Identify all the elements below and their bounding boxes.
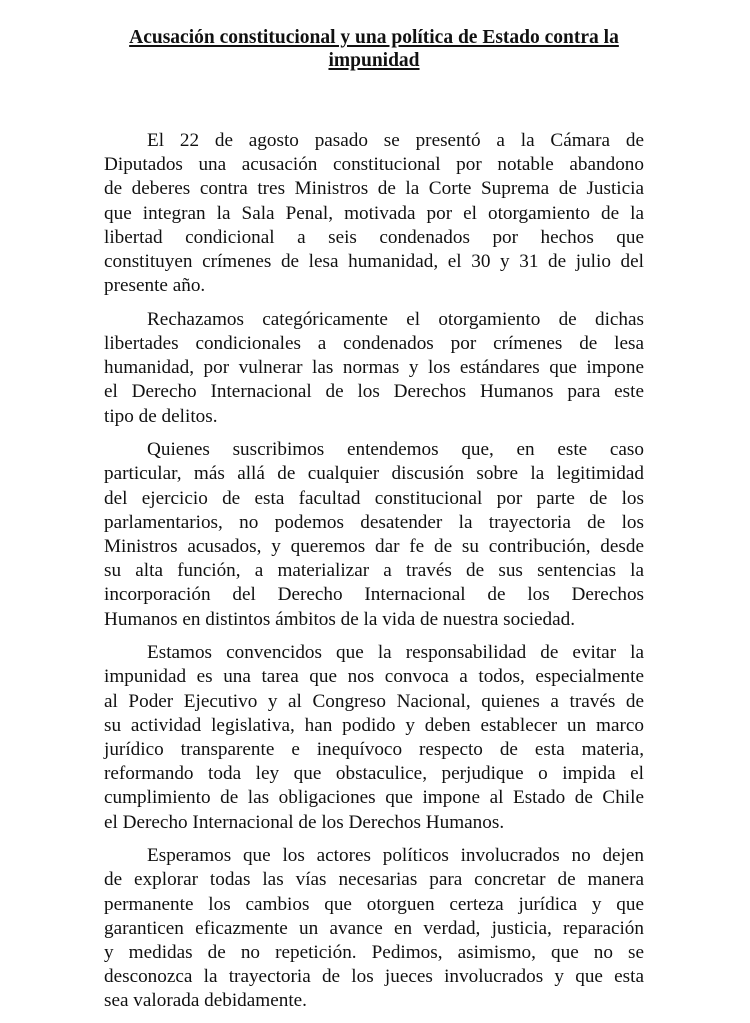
paragraph-line: reformando toda ley que obstaculice, perjudique o impida el	[104, 763, 644, 785]
paragraph-line: libertad condicional a seis condenados por hechos que	[104, 226, 644, 248]
paragraph-line: constituyen crímenes de lesa humanidad, el 30 y 31 de julio del	[104, 250, 644, 272]
paragraph-line: particular, más allá de cualquier discusión sobre la legitimidad	[104, 463, 644, 485]
paragraph-line: Rechazamos categóricamente el otorgamiento de dichas	[147, 308, 644, 330]
paragraph-4	[104, 641, 644, 835]
paragraph-line: Diputados una acusación constitucional por notable abandono	[104, 154, 644, 176]
paragraph-line: que integran la Sala Penal, motivada por el otorgamiento de la	[104, 202, 644, 224]
paragraph-line: garanticen eficazmente un avance en verdad, justicia, reparación	[104, 917, 644, 939]
paragraph-line: de explorar todas las vías necesarias para concretar de manera	[104, 869, 644, 891]
paragraph-line: libertades condicionales a condenados por crímenes de lesa	[104, 333, 644, 354]
title-line: impunidad	[328, 50, 420, 71]
paragraph-line: Humanos en distintos ámbitos de la vida de nuestra sociedad.	[104, 608, 576, 630]
paragraph-line: el Derecho Internacional de los Derechos Humanos.	[104, 811, 505, 833]
paragraph-line: y medidas de no repetición. Pedimos, asimismo, que no se	[104, 942, 644, 963]
paragraph-1	[104, 129, 644, 298]
paragraph-line: de deberes contra tres Ministros de la Corte Suprema de Justicia	[104, 178, 644, 200]
paragraph-line: del ejercicio de esta facultad constitucional por parte de los	[104, 487, 644, 509]
paragraph-line: parlamentarios, no podemos desatender la trayectoria de los	[104, 511, 644, 533]
paragraph-line: el Derecho Internacional de los Derechos Humanos para este	[104, 381, 644, 403]
paragraph-line: jurídico transparente e inequívoco respecto de esta materia,	[104, 739, 644, 760]
paragraph-3	[104, 438, 644, 632]
paragraph-line: desconozca la trayectoria de los jueces involucrados y que esta	[104, 966, 644, 988]
paragraph-2	[104, 308, 644, 429]
paragraph-line: humanidad, por vulnerar las normas y los estándares que impone	[104, 357, 644, 379]
title-line: Acusación constitucional y una política de Estado contra la	[129, 27, 619, 48]
paragraph-line: incorporación del Derecho Internacional de los Derechos	[104, 584, 644, 606]
paragraph-line: Ministros acusados, y queremos dar fe de su contribución, desde	[104, 536, 644, 557]
paragraph-line: Estamos convencidos que la responsabilidad de evitar la	[147, 642, 644, 664]
paragraph-line: Quienes suscribimos entendemos que, en este caso	[147, 439, 644, 461]
paragraph-line: impunidad es una tarea que nos convoca a todos, especialmente	[104, 666, 644, 688]
paragraph-line: al Poder Ejecutivo y al Congreso Nacional, quienes a través de	[104, 690, 644, 712]
paragraph-line: sea valorada debidamente.	[104, 990, 307, 1012]
document-page	[104, 0, 644, 1023]
paragraph-line: El 22 de agosto pasado se presentó a la Cámara de	[147, 130, 644, 151]
paragraph-line: Esperamos que los actores políticos involucrados no dejen	[147, 845, 644, 867]
paragraph-line: permanente los cambios que otorguen certeza jurídica y que	[104, 893, 644, 915]
paragraph-line: su alta función, a materializar a través de sus sentencias la	[104, 560, 644, 582]
paragraph-line: presente año.	[104, 275, 206, 297]
paragraph-line: su actividad legislativa, han podido y deben establecer un marco	[104, 714, 644, 736]
document-title	[104, 0, 644, 72]
paragraph-line: cumplimiento de las obligaciones que impone al Estado de Chile	[104, 787, 644, 809]
paragraph-5	[104, 844, 644, 1013]
paragraph-line: tipo de delitos.	[104, 405, 218, 427]
document-body	[104, 129, 644, 1014]
